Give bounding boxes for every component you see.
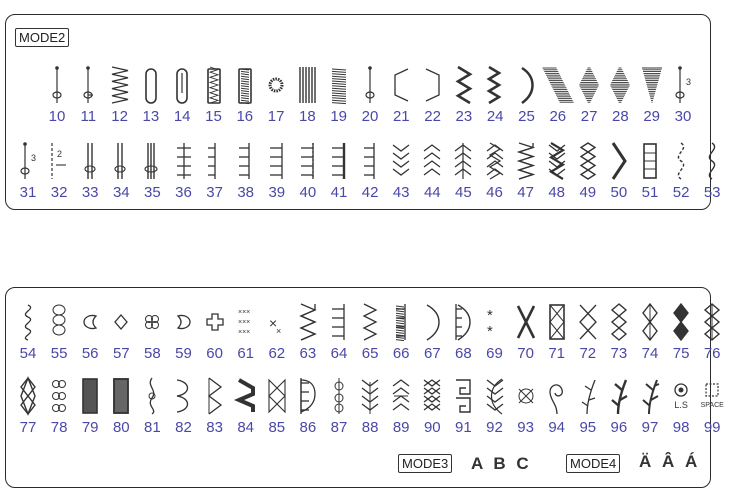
ladder-box-icon: [635, 139, 665, 183]
stitch-pattern-83: [199, 374, 231, 440]
chevron-up-icon: [386, 139, 416, 183]
stitch-number: 94: [548, 419, 566, 436]
stitch-number: 45: [455, 184, 472, 201]
stitch-pattern-28: [604, 63, 636, 129]
stitch-number: 84: [237, 419, 255, 436]
stitch-pattern-71: [541, 300, 573, 366]
stitch-pattern-37: [199, 139, 231, 205]
stitch-number: 55: [50, 345, 68, 362]
stitch-pattern-39: [261, 139, 293, 205]
arc-comb-icon: [448, 300, 478, 344]
stitch-number: 58: [144, 345, 161, 362]
stitch-number: 34: [112, 184, 130, 201]
stitch-pattern-79: [74, 374, 106, 440]
feather-zigzag-icon: [480, 139, 510, 183]
stitch-pattern-47: [510, 139, 542, 205]
stitch-number: 42: [361, 184, 379, 201]
mode4-letters: Ä Â Á: [639, 452, 701, 471]
diagonal-satin-icon: [543, 63, 573, 107]
stitch-pattern-97: [634, 374, 666, 440]
stitch-number: 96: [610, 419, 628, 436]
stitch-pattern-84: [230, 374, 262, 440]
stitch-pattern-98: [665, 374, 697, 440]
clover-icon: [137, 300, 167, 344]
stitch-number: 27: [580, 108, 598, 125]
stitch-number: 40: [299, 184, 317, 201]
crosshatch-icon: [293, 300, 323, 344]
stitch-number: 46: [486, 184, 503, 201]
stitch-number: 28: [612, 108, 629, 125]
stitch-number: 72: [579, 345, 597, 362]
stitch-pattern-58: [136, 300, 168, 366]
mode4-label: MODE4: [566, 454, 620, 473]
stitch-pattern-51: [634, 139, 666, 205]
triangle-satin-icon: [637, 63, 667, 107]
target-circle-icon: [666, 374, 696, 418]
space-label: SPACE: [700, 402, 724, 409]
circle-stack-icon: [44, 374, 74, 418]
stitch-number: 95: [579, 419, 597, 436]
stitch-pattern-85: [261, 374, 293, 440]
mode3-letters: A B C: [471, 454, 532, 473]
double-straight-icon: [75, 139, 105, 183]
darning-icon: [324, 63, 354, 107]
straight-needle-center-icon: [73, 63, 103, 107]
stitch-number: 76: [703, 345, 721, 362]
stitch-number: 17: [267, 108, 285, 125]
stitch-pattern-86: [292, 374, 324, 440]
stitch-pattern-92: [479, 374, 511, 440]
stitch-number: 24: [486, 108, 504, 125]
buttonhole-keyhole-icon: [167, 63, 197, 107]
stitch-number: 68: [455, 345, 472, 362]
vine-icon: [573, 374, 603, 418]
x-stitch-icon: [262, 300, 292, 344]
stitch-pattern-13: [135, 63, 167, 129]
stitch-pattern-68: [447, 300, 479, 366]
stitch-number: 13: [142, 108, 160, 125]
stitch-number: 52: [672, 184, 690, 201]
bracket-left-icon: [386, 63, 416, 107]
stitch-number: 60: [206, 345, 223, 362]
svg-text:3: 3: [31, 153, 37, 163]
stitch-pattern-30: [667, 63, 699, 129]
stitch-pattern-89: [385, 374, 417, 440]
stitch-number: 73: [610, 345, 628, 362]
diamond-stack-icon: [604, 300, 634, 344]
stitch-pattern-55: [43, 300, 75, 366]
zigzag-satin-icon: [449, 63, 479, 107]
stitch-pattern-67: [416, 300, 448, 366]
stitch-number: 78: [50, 419, 68, 436]
bowtie-icon: [262, 374, 292, 418]
stitch-number: 25: [518, 108, 535, 125]
stitch-pattern-91: [447, 374, 479, 440]
stitch-pattern-50: [603, 139, 635, 205]
zigzag-frame-icon: [200, 374, 230, 418]
stitch-pattern-43: [385, 139, 417, 205]
arc-wave-icon: [169, 374, 199, 418]
stitch-pattern-96: [603, 374, 635, 440]
stitch-pattern-34: [105, 139, 137, 205]
flower-vine-icon: [137, 374, 167, 418]
diamond-chain-icon: [573, 139, 603, 183]
stitch-number: 38: [237, 184, 255, 201]
stitch-pattern-95: [572, 374, 604, 440]
x-box-icon: [542, 300, 572, 344]
stitch-pattern-49: [572, 139, 604, 205]
stitch-number: 99: [703, 419, 721, 436]
ladder-half-icon: [200, 139, 230, 183]
stitch-number: 75: [672, 345, 690, 362]
stitch-pattern-63: [292, 300, 324, 366]
scallop-icon: [13, 300, 43, 344]
stitch-pattern-32: [43, 139, 75, 205]
stitch-pattern-15: [198, 63, 230, 129]
flower-icon: [511, 374, 541, 418]
stitch-pattern-45: [447, 139, 479, 205]
stitch-pattern-56: [74, 300, 106, 366]
stitch-number: 70: [517, 345, 534, 362]
stitch-number: 31: [19, 184, 37, 201]
stitch-pattern-52: [665, 139, 697, 205]
stitch-pattern-94: [541, 374, 573, 440]
stitch-number: 14: [173, 108, 191, 125]
stitch-number: 53: [703, 184, 721, 201]
stitch-pattern-65: [354, 300, 386, 366]
stitch-pattern-59: [168, 300, 200, 366]
stitch-pattern-27: [573, 63, 605, 129]
stitch-pattern-19: [323, 63, 355, 129]
stitch-number: 29: [643, 108, 661, 125]
blanket-wide-icon: [262, 139, 292, 183]
stitch-pattern-26: [542, 63, 574, 129]
stitch-number: 43: [392, 184, 410, 201]
stitch-number: 44: [423, 184, 441, 201]
blanket-bold-icon: [324, 139, 354, 183]
stitch-number: 36: [175, 184, 192, 201]
wave-dashed-icon: [666, 139, 696, 183]
stitch-number: 39: [268, 184, 286, 201]
stitch-pattern-36: [168, 139, 200, 205]
stitch-pattern-44: [416, 139, 448, 205]
stitch-number: 92: [486, 419, 503, 436]
vine-double-icon: [635, 374, 665, 418]
spiral-icon: [542, 374, 572, 418]
stitch-pattern-21: [385, 63, 417, 129]
svg-text:*: *: [486, 323, 493, 340]
stitch-number: 54: [19, 345, 37, 362]
stitch-number: 63: [299, 345, 317, 362]
triple-straight-icon: [13, 139, 43, 183]
svg-text:2: 2: [57, 149, 63, 159]
stitch-pattern-72: [572, 300, 604, 366]
mode2-label: MODE2: [15, 28, 69, 47]
stitch-number: 59: [175, 345, 192, 362]
leaf-icon: [480, 374, 510, 418]
stitch-number: 93: [517, 419, 534, 436]
stitch-pattern-99: [696, 374, 728, 440]
double-point-satin-icon: [605, 63, 635, 107]
chevron-stack-icon: [417, 374, 447, 418]
stitch-pattern-46: [479, 139, 511, 205]
stitch-pattern-14: [166, 63, 198, 129]
svg-text:*: *: [486, 307, 493, 324]
diamond-cross-icon: [635, 300, 665, 344]
zigzag-solid-icon: [231, 374, 261, 418]
greek-key-icon: [448, 374, 478, 418]
stitch-number: 80: [112, 419, 130, 436]
cross-icon: [200, 300, 230, 344]
mode3-mode4-panel: [5, 287, 724, 488]
stitch-number: 83: [206, 419, 223, 436]
mode3-label: MODE3: [398, 454, 452, 473]
double-straight-tie-icon: [106, 139, 136, 183]
ls-label: L.S: [674, 400, 688, 410]
stitch-pattern-23: [448, 63, 480, 129]
mode2-panel: [5, 14, 721, 210]
stitch-pattern-53: [696, 139, 728, 205]
stitch-number: 91: [455, 419, 472, 436]
stitch-number: 98: [672, 419, 690, 436]
stitch-pattern-88: [354, 374, 386, 440]
straight-stitch-icon: [355, 63, 385, 107]
stitch-number: 47: [517, 184, 534, 201]
x-chain-icon: [511, 300, 541, 344]
stitch-pattern-80: [105, 374, 137, 440]
stitch-pattern-66: [385, 300, 417, 366]
stitch-pattern-76: [696, 300, 728, 366]
stitch-number: 57: [112, 345, 130, 362]
stitch-pattern-22: [417, 63, 449, 129]
stitch-number: 89: [392, 419, 410, 436]
stitch-number: 51: [641, 184, 659, 201]
stitch-pattern-42: [354, 139, 386, 205]
stitch-number: 48: [548, 184, 566, 201]
stitch-number: 49: [579, 184, 597, 201]
diamond-icon: [106, 300, 136, 344]
stitch-number: 97: [641, 419, 659, 436]
stitch-pattern-20: [354, 63, 386, 129]
diamond-large-icon: [13, 374, 43, 418]
svg-text:×: ×: [268, 315, 277, 331]
stitch-number: 32: [50, 184, 68, 201]
stitch-pattern-75: [665, 300, 697, 366]
tulip-icon: [324, 374, 354, 418]
stitch-number: 35: [144, 184, 161, 201]
cross-zigzag-icon: [511, 139, 541, 183]
stitch-pattern-10: [41, 63, 73, 129]
chevron-down-icon: [417, 139, 447, 183]
stitch-number: 88: [361, 419, 379, 436]
buttonhole-zigzag-icon: [199, 63, 229, 107]
stitch-pattern-35: [136, 139, 168, 205]
stitch-pattern-40: [292, 139, 324, 205]
ladder-icon: [169, 139, 199, 183]
stitch-pattern-77: [12, 374, 44, 440]
x-double-icon: [573, 300, 603, 344]
arrow-leaf-icon: [355, 374, 385, 418]
blanket-icon: [231, 139, 261, 183]
arrow-feather-icon: [386, 374, 416, 418]
feather-arrow-icon: [448, 139, 478, 183]
stitch-number: 26: [549, 108, 567, 125]
oval-chain-icon: [44, 300, 74, 344]
stitch-pattern-87: [323, 374, 355, 440]
stitch-pattern-54: [12, 300, 44, 366]
zigzag-satin-step-icon: [480, 63, 510, 107]
stitch-number: 77: [19, 419, 37, 436]
stitch-pattern-73: [603, 300, 635, 366]
bartack-icon: [292, 63, 322, 107]
stitch-pattern-12: [104, 63, 136, 129]
stitch-number: 10: [48, 108, 66, 125]
straight-needle-left-icon: [42, 63, 72, 107]
stitch-pattern-41: [323, 139, 355, 205]
stitch-number: 86: [299, 419, 317, 436]
stitch-pattern-60: [199, 300, 231, 366]
stitch-number: 67: [423, 345, 441, 362]
stitch-pattern-82: [168, 374, 200, 440]
crosshatch-dense-icon: [75, 374, 105, 418]
stitch-number: 19: [330, 108, 348, 125]
stitch-number: 74: [641, 345, 659, 362]
stitch-pattern-93: [510, 374, 542, 440]
svg-text:×××: ×××: [237, 329, 250, 336]
stitch-number: 33: [81, 184, 99, 201]
herringbone-icon: [542, 139, 572, 183]
stitch-number: 81: [144, 419, 161, 436]
stitch-number: 61: [237, 345, 255, 362]
stitch-pattern-11: [72, 63, 104, 129]
stitch-pattern-24: [479, 63, 511, 129]
zigzag-wide-icon: [355, 300, 385, 344]
stitch-number: 79: [81, 419, 99, 436]
straight-stitch-3-icon: [668, 63, 698, 107]
stitch-pattern-74: [634, 300, 666, 366]
stitch-pattern-64: [323, 300, 355, 366]
svg-text:3: 3: [686, 77, 692, 87]
stitch-number: 62: [268, 345, 286, 362]
stitch-number: 41: [330, 184, 348, 201]
svg-text:×××: ×××: [237, 319, 250, 326]
stitch-number: 11: [80, 108, 97, 125]
stitch-pattern-48: [541, 139, 573, 205]
stitch-number: 37: [206, 184, 223, 201]
stitch-number: 56: [81, 345, 99, 362]
stitch-number: 71: [548, 345, 566, 362]
stitch-pattern-18: [291, 63, 323, 129]
baste-arrow-icon: [44, 139, 74, 183]
stitch-pattern-69: [479, 300, 511, 366]
svg-text:×: ×: [275, 326, 282, 336]
crescent-satin-icon: [512, 63, 542, 107]
stitch-number: 82: [175, 419, 192, 436]
diamond-bold-icon: [666, 300, 696, 344]
space-box-icon: [697, 374, 727, 418]
triple-straight-tie-icon: [137, 139, 167, 183]
zigzag-block-icon: [105, 63, 135, 107]
stitch-number: 50: [610, 184, 628, 201]
star-x-icon: [231, 300, 261, 344]
bracket-right-icon: [418, 63, 448, 107]
heart-icon: [75, 300, 105, 344]
stitch-number: 85: [268, 419, 286, 436]
stitch-number: 18: [299, 108, 316, 125]
buttonhole-round-icon: [136, 63, 166, 107]
stitch-number: 20: [361, 108, 379, 125]
stitch-pattern-33: [74, 139, 106, 205]
vine-leaf-icon: [604, 374, 634, 418]
stitch-number: 66: [392, 345, 410, 362]
buttonhole-dense-icon: [230, 63, 260, 107]
blanket-close-icon: [355, 139, 385, 183]
stitch-number: 15: [205, 108, 222, 125]
stitch-number: 22: [424, 108, 441, 125]
fan-icon: [293, 374, 323, 418]
stitch-number: 69: [486, 345, 503, 362]
blanket-dotted-icon: [293, 139, 323, 183]
stitch-number: 23: [455, 108, 473, 125]
stitch-pattern-61: [230, 300, 262, 366]
wave-icon: [697, 139, 727, 183]
stitch-pattern-16: [229, 63, 261, 129]
stitch-number: 30: [674, 108, 692, 125]
arc-icon: [417, 300, 447, 344]
stitch-number: 65: [361, 345, 379, 362]
diamond-arrow-icon: [697, 300, 727, 344]
zigzag-bold-icon: [604, 139, 634, 183]
stitch-pattern-29: [636, 63, 668, 129]
svg-text:×××: ×××: [237, 309, 250, 316]
crosshatch-box-icon: [106, 374, 136, 418]
stitch-pattern-38: [230, 139, 262, 205]
heart-right-icon: [169, 300, 199, 344]
stitch-pattern-17: [260, 63, 292, 129]
stitch-pattern-90: [416, 374, 448, 440]
stitch-pattern-62: [261, 300, 293, 366]
stitch-number: 21: [392, 108, 410, 125]
stitch-pattern-78: [43, 374, 75, 440]
stitch-number: 16: [236, 108, 254, 125]
stitch-pattern-57: [105, 300, 137, 366]
stitch-number: 90: [423, 419, 441, 436]
blind-hem-icon: [386, 300, 416, 344]
blanket-end-icon: [324, 300, 354, 344]
asterisk-stack-icon: [480, 300, 510, 344]
stitch-number: 64: [330, 345, 348, 362]
diamond-satin-icon: [574, 63, 604, 107]
stitch-pattern-25: [511, 63, 543, 129]
stitch-pattern-31: [12, 139, 44, 205]
eyelet-icon: [261, 63, 291, 107]
stitch-pattern-81: [136, 374, 168, 440]
stitch-pattern-70: [510, 300, 542, 366]
stitch-number: 87: [330, 419, 348, 436]
stitch-number: 12: [111, 108, 128, 125]
